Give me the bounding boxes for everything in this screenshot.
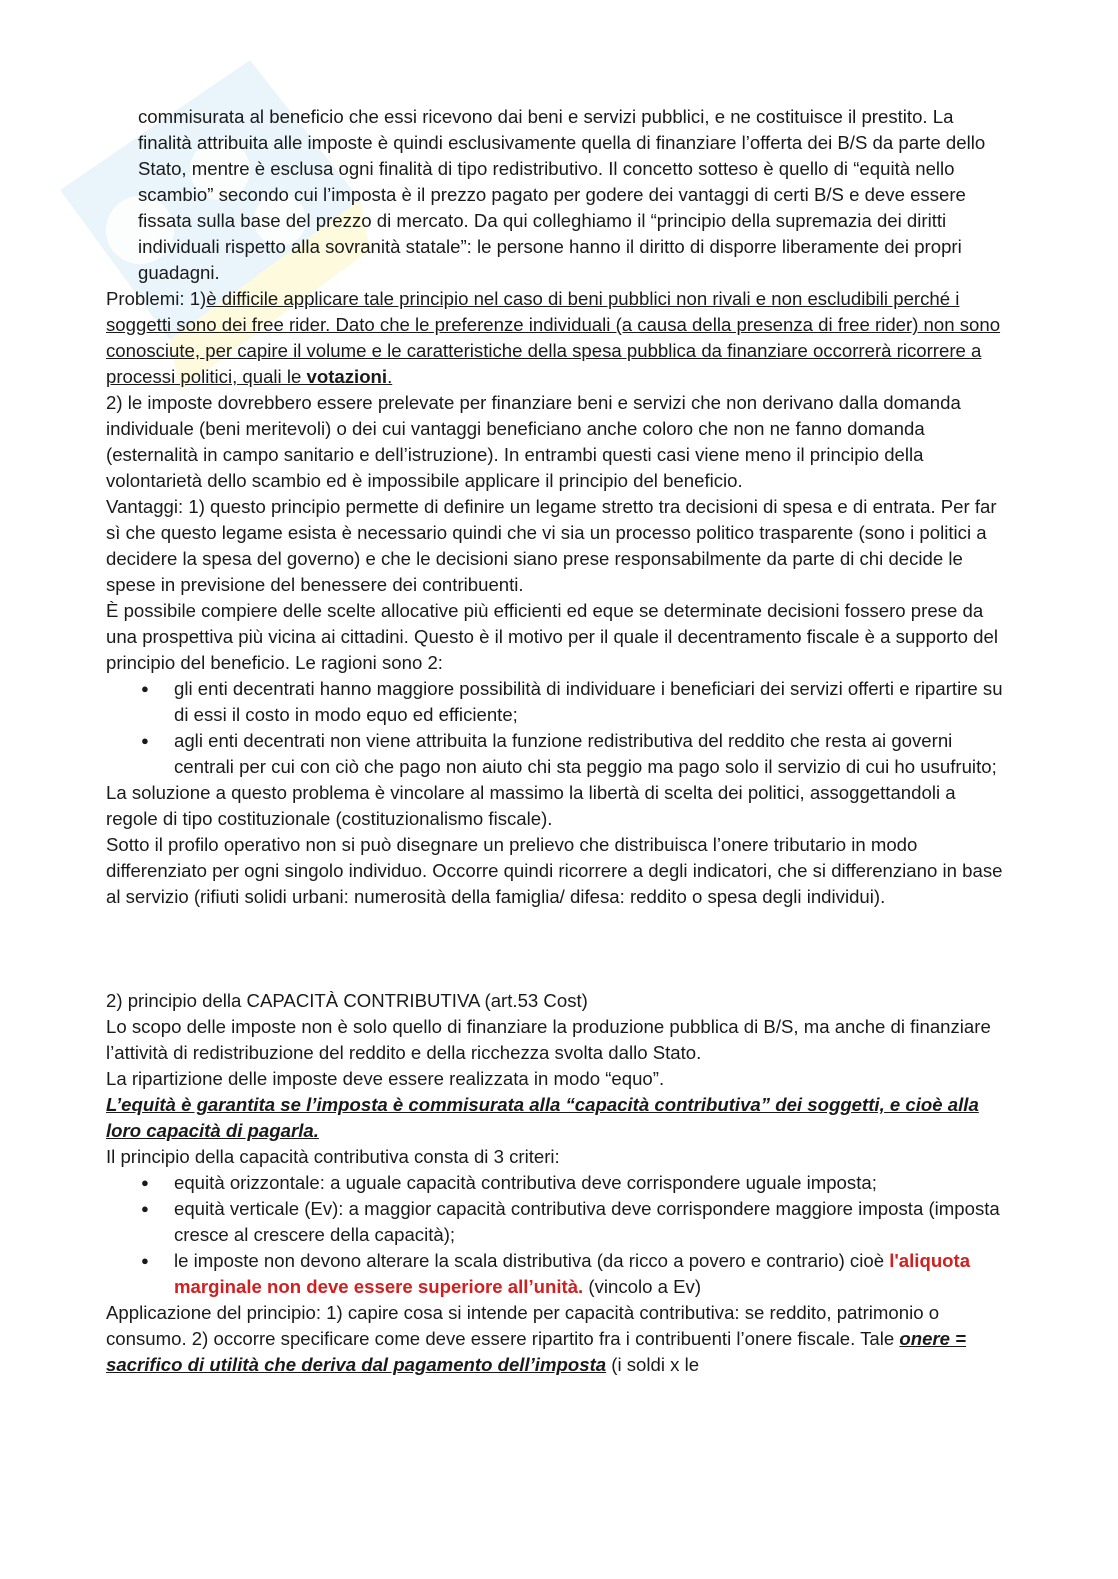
ragioni-list	[106, 676, 1006, 780]
ripartizione-paragraph: La ripartizione delle imposte deve essere realizzata in modo “equo”.	[106, 1068, 665, 1089]
list-item: ● le imposte non devono alterare la scala distributiva (da ricco a povero e contrario) cioè l'aliquota marginale non deve essere superiore all’unità. (vincolo a Ev)	[174, 1248, 1006, 1300]
section-spacer	[106, 910, 1006, 988]
problemi-underlined: è difficile applicare tale principio nel caso di beni pubblici non rivali e non escludibili perché i soggetti sono dei free rider. Dato che le preferenze individuali (a causa della presenza di free rider) non sono conosciute, per capire il volume e le caratteristiche della spesa pubblica da finanziare occorrerà ricorrere a processi politici, quali le votazioni.	[106, 288, 1001, 387]
list-item: ● agli enti decentrati non viene attribuita la funzione redistributiva del reddito che resta ai governi centrali per cui con ciò che pago non aiuto chi sta peggio ma pago solo il servizio di cui ho usufruito;	[174, 728, 1006, 780]
document-body	[106, 104, 1006, 1378]
criteri-intro: Il principio della capacità contributiva consta di 3 criteri:	[106, 1146, 560, 1167]
list-item: ● gli enti decentrati hanno maggiore possibilità di individuare i beneficiari dei servizi offerti e ripartire su di essi il costo in modo equo ed efficiente;	[174, 676, 1006, 728]
aliquota-highlight: l'aliquota marginale non deve essere superiore all’unità.	[174, 1250, 971, 1297]
criteri-list	[106, 1170, 1006, 1300]
applicazione-paragraph: Applicazione del principio: 1) capire cosa si intende per capacità contributiva: se reddito, patrimonio o consumo. 2) occorre specificare come deve essere ripartito fra i contribuenti l’onere fiscale. Tale onere = sacrifico di utilità che deriva dal pagamento dell’imposta (i soldi x le	[106, 1302, 967, 1375]
soluzione-paragraph: La soluzione a questo problema è vincolare al massimo la libertà di scelta dei politici, assoggettandoli a regole di tipo costituzionale (costituzionalismo fiscale).	[106, 782, 956, 829]
equita-statement: L’equità è garantita se l’imposta è commisurata alla “capacità contributiva” dei soggetti, e cioè alla loro capacità di pagarla.	[106, 1094, 979, 1141]
vantaggi-paragraph: Vantaggi: 1) questo principio permette di definire un legame stretto tra decisioni di spesa e di entrata. Per far sì che questo legame esista è necessario quindi che vi sia un processo politico trasparente (sono i politici a decidere la spesa del governo) e che le decisioni siano prese responsabilmente da parte di chi decide le spese in previsione del benessere dei contribuenti.	[106, 496, 997, 595]
votazioni-term: votazioni	[306, 366, 388, 387]
problemi-paragraph	[106, 286, 1006, 390]
decentramento-paragraph: È possibile compiere delle scelte allocative più efficienti ed eque se determinate decisioni fossero prese da una prospettiva più vicina ai cittadini. Questo è il motivo per il quale il decentramento fiscale è a supporto del principio del beneficio. Le ragioni sono 2:	[106, 600, 998, 673]
problema-2-paragraph: 2) le imposte dovrebbero essere prelevate per finanziare beni e servizi che non derivano dalla domanda individuale (beni meritevoli) o dei cui vantaggi beneficiano anche coloro che non ne fanno domanda (esternalità in campo sanitario e dell’istruzione). In entrambi questi casi viene meno il principio della volontarietà dello scambio ed è impossibile applicare il principio del beneficio.	[106, 392, 961, 491]
onere-definition: onere = sacrifico di utilità che deriva dal pagamento dell’imposta	[106, 1328, 967, 1375]
list-item: ● equità verticale (Ev): a maggior capacità contributiva deve corrispondere maggiore imposta (imposta cresce al crescere della capacità);	[174, 1196, 1006, 1248]
list-item: ● equità orizzontale: a uguale capacità contributiva deve corrispondere uguale imposta;	[174, 1170, 1006, 1196]
scopo-paragraph: Lo scopo delle imposte non è solo quello di finanziare la produzione pubblica di B/S, ma anche di finanziare l’attività di redistribuzione del reddito e della ricchezza svolta dallo Stato.	[106, 1016, 991, 1063]
section-2-heading: 2) principio della CAPACITÀ CONTRIBUTIVA (art.53 Cost)	[106, 990, 588, 1011]
problemi-lead: Problemi: 1)	[106, 288, 207, 309]
intro-paragraph: commisurata al beneficio che essi ricevono dai beni e servizi pubblici, e ne costituisce il prestito. La finalità attribuita alle imposte è quindi esclusivamente quella di finanziare l’offerta dei B/S da parte dello Stato, mentre è esclusa ogni finalità di tipo redistributivo. Il concetto sotteso è quello di “equità nello scambio” secondo cui l’imposta è il prezzo pagato per godere dei vantaggi di certi B/S e deve essere fissata sulla base del prezzo di mercato. Da qui colleghiamo il “principio della supremazia dei diritti individuali rispetto alla sovranità statale”: le persone hanno il diritto di disporre liberamente dei propri guadagni.	[138, 106, 986, 283]
profilo-paragraph: Sotto il profilo operativo non si può disegnare un prelievo che distribuisca l’onere tributario in modo differenziato per ogni singolo individuo. Occorre quindi ricorrere a degli indicatori, che si differenziano in base al servizio (rifiuti solidi urbani: numerosità della famiglia/ difesa: reddito o spesa degli individui).	[106, 834, 1003, 907]
